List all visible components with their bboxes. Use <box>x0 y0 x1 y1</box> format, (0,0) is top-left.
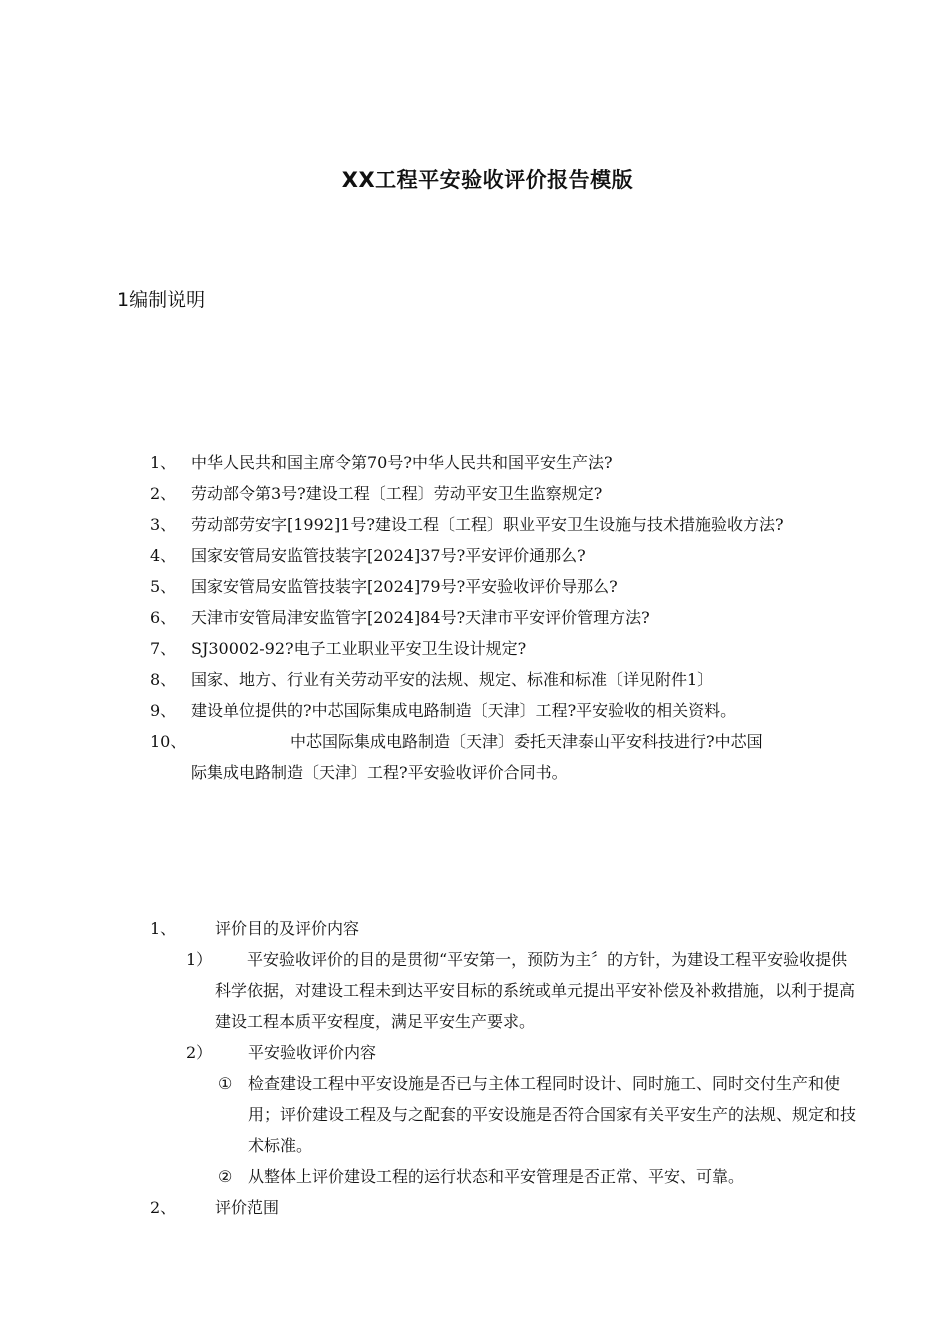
basis-list <box>150 447 860 788</box>
list-item <box>150 478 860 509</box>
item-text: 天津市安管局津安监管字[2024]84号?天津市平安评价管理方法? <box>191 608 650 627</box>
list-item <box>150 602 860 633</box>
subsection-text: 平安验收评价的目的是贯彻“平安第一，预防为主〞的方针，为建设工程平安验收提供科学依据，对建设工程未到达平安目标的系统或单元提出平安补偿及补救措施，以利于提高建设工程本质平安程度，满足平安生产要求。 <box>215 950 856 1031</box>
list-item <box>150 540 860 571</box>
list-item <box>150 726 860 788</box>
subsection-number: 2） <box>186 1043 213 1062</box>
subsection-label: 平安验收评价内容 <box>248 1043 377 1062</box>
item-number: ② <box>218 1167 233 1186</box>
section-number: 1、 <box>150 919 177 938</box>
item-text: 建设单位提供的?中芯国际集成电路制造〔天津〕工程?平安验收的相关资料。 <box>191 701 737 720</box>
section-heading: 1编制说明 <box>117 289 206 311</box>
item-number: 6、 <box>150 608 177 627</box>
content-item <box>150 1068 860 1161</box>
item-number: 5、 <box>150 577 177 596</box>
evaluation-section <box>150 913 860 1223</box>
item-number: 8、 <box>150 670 177 689</box>
item-text: 国家、地方、行业有关劳动平安的法规、规定、标准和标准〔详见附件1〕 <box>191 670 714 689</box>
section-heading-1 <box>150 913 860 944</box>
item-number: 10、 <box>150 732 187 751</box>
section-label: 评价目的及评价内容 <box>215 919 360 938</box>
section-number: 2、 <box>150 1198 177 1217</box>
list-item <box>150 509 860 540</box>
item-number: 1、 <box>150 453 177 472</box>
item-number: 7、 <box>150 639 177 658</box>
list-item <box>150 664 860 695</box>
item-number: 9、 <box>150 701 177 720</box>
list-item <box>150 633 860 664</box>
item-text-line2: 际集成电路制造〔天津〕工程?平安验收评价合同书。 <box>191 763 568 782</box>
subsection-content <box>150 1037 860 1068</box>
item-text: 从整体上评价建设工程的运行状态和平安管理是否正常、平安、可靠。 <box>248 1167 745 1186</box>
document-title: XX工程平安验收评价报告模版 <box>341 168 634 192</box>
section-heading-2 <box>150 1192 860 1223</box>
list-item <box>150 447 860 478</box>
item-number: 3、 <box>150 515 177 534</box>
list-item <box>150 571 860 602</box>
subsection-purpose <box>150 944 860 1037</box>
item-text: 国家安管局安监管技装字[2024]79号?平安验收评价导那么? <box>191 577 618 596</box>
item-text: 检查建设工程中平安设施是否已与主体工程同时设计、同时施工、同时交付生产和使用；评价建设工程及与之配套的平安设施是否符合国家有关平安生产的法规、规定和技术标准。 <box>248 1074 857 1155</box>
content-item <box>150 1161 860 1192</box>
item-text: 中华人民共和国主席令第70号?中华人民共和国平安生产法? <box>191 453 613 472</box>
list-item <box>150 695 860 726</box>
item-text: 劳动部劳安字[1992]1号?建设工程〔工程〕职业平安卫生设施与技术措施验收方法? <box>191 515 784 534</box>
section-label: 评价范围 <box>215 1198 280 1217</box>
item-text: 国家安管局安监管技装字[2024]37号?平安评价通那么? <box>191 546 586 565</box>
item-number: 4、 <box>150 546 177 565</box>
item-number: ① <box>218 1074 233 1093</box>
subsection-number: 1） <box>186 950 213 969</box>
item-text: SJ30002-92?电子工业职业平安卫生设计规定? <box>191 639 527 658</box>
item-text-line1: 中芯国际集成电路制造〔天津〕委托天津泰山平安科技进行?中芯国 <box>290 732 763 751</box>
item-number: 2、 <box>150 484 177 503</box>
item-text: 劳动部令第3号?建设工程〔工程〕劳动平安卫生监察规定? <box>191 484 603 503</box>
